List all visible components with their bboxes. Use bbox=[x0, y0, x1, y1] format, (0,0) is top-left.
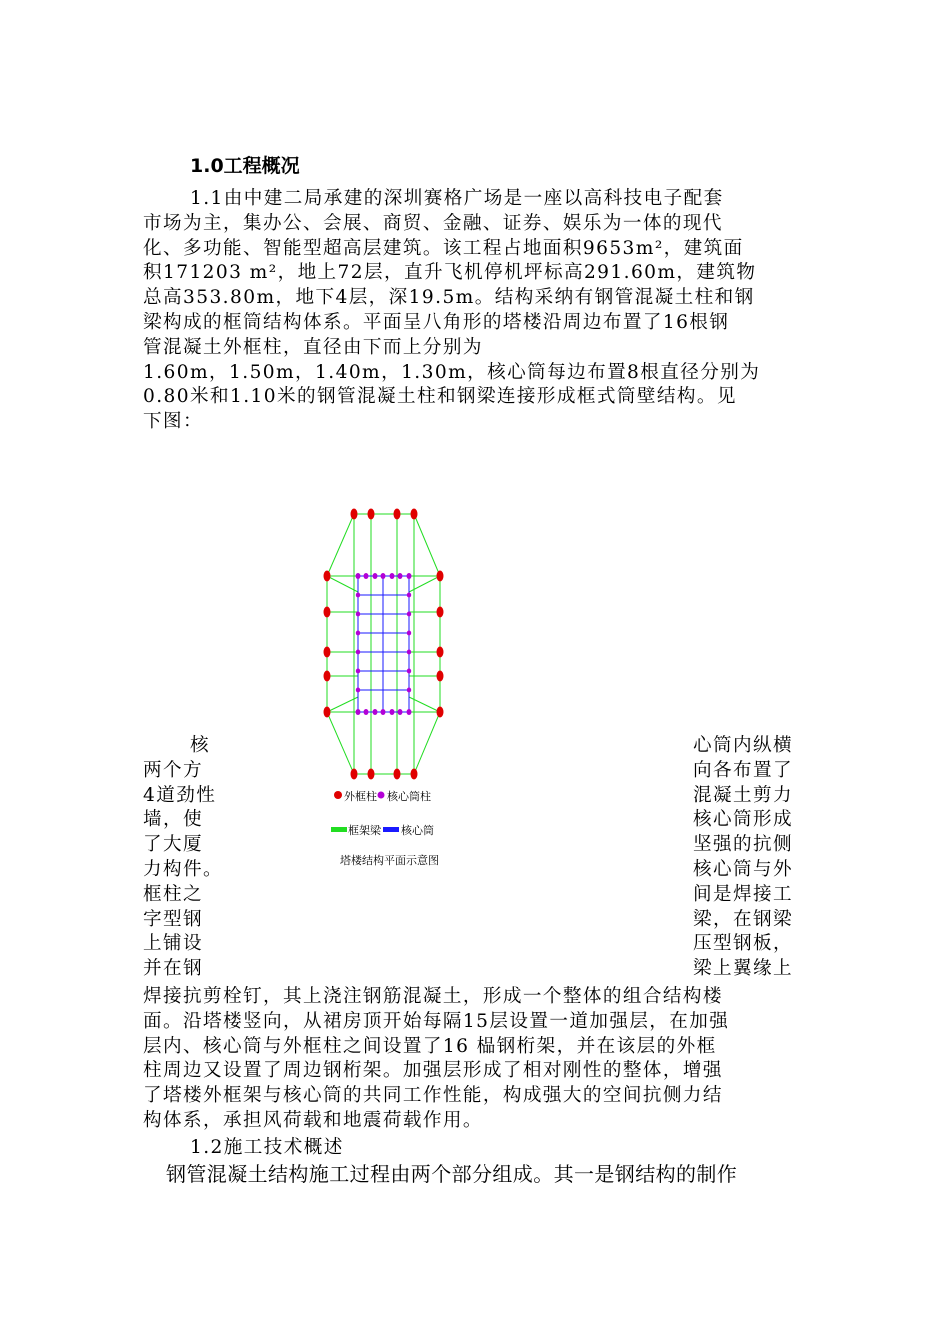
legend-core-tube: 核心筒 bbox=[401, 824, 434, 837]
core-column-legend-icon bbox=[378, 792, 385, 799]
text-line: 1.1由中建二局承建的深圳赛格广场是一座以高科技电子配套 bbox=[190, 188, 724, 209]
text-line: 焊接抗剪栓钉，其上浇注钢筋混凝土，形成一个整体的组合结构楼 bbox=[143, 986, 723, 1007]
wrap-right-line: 核心筒形成 bbox=[693, 809, 793, 831]
outer-column bbox=[351, 509, 358, 520]
wrap-right-line: 向各布置了 bbox=[693, 759, 793, 781]
tower-plan-figure bbox=[318, 502, 458, 882]
core-column bbox=[398, 709, 403, 715]
core-column bbox=[356, 669, 360, 674]
core-column bbox=[407, 669, 411, 674]
text-line: 梁构成的框筒结构体系。平面呈八角形的塔楼沿周边布置了16根钢 bbox=[143, 312, 730, 333]
outer-column bbox=[437, 647, 444, 658]
outer-column bbox=[324, 671, 331, 682]
core-column bbox=[407, 650, 411, 655]
text-line: 构体系，承担风荷载和地震荷载作用。 bbox=[143, 1110, 483, 1131]
core-column bbox=[390, 573, 395, 579]
core-column bbox=[381, 573, 386, 579]
wrap-left-line: 墙，使 bbox=[143, 809, 203, 831]
text-line: 市场为主，集办公、会展、商贸、金融、证券、娱乐为一体的现代 bbox=[143, 212, 723, 234]
core-column bbox=[356, 593, 360, 598]
outer-column bbox=[437, 707, 444, 718]
wrap-left-line: 核 bbox=[190, 735, 210, 756]
core-column bbox=[398, 573, 403, 579]
legend-outer-column: 外框柱 bbox=[344, 790, 377, 803]
outer-column bbox=[368, 509, 375, 520]
section-heading: 1.0工程概况 bbox=[190, 155, 300, 177]
text-line: 柱周边又设置了周边钢桁架。加强层形成了相对刚性的整体，增强 bbox=[143, 1060, 723, 1082]
text-line: 面。沿塔楼竖向，从裙房顶开始每隔15层设置一道加强层，在加强 bbox=[143, 1010, 730, 1032]
wrap-right-line: 坚强的抗侧 bbox=[693, 834, 793, 856]
figure-caption: 塔楼结构平面示意图 bbox=[340, 854, 439, 867]
outer-column bbox=[411, 509, 418, 520]
perimeter-beam bbox=[327, 712, 354, 774]
core-column bbox=[407, 612, 411, 617]
outer-column bbox=[368, 769, 375, 780]
text-line: 1.60m，1.50m，1.40m，1.30m，核心筒每边布置8根直径分别为 bbox=[143, 361, 761, 383]
legend-frame-beam: 框架梁 bbox=[348, 824, 381, 837]
wrap-right-line: 梁，在钢梁 bbox=[693, 908, 793, 930]
core-column bbox=[356, 688, 360, 693]
wrap-left-line: 两个方 bbox=[143, 759, 203, 781]
frame-beam bbox=[327, 697, 358, 712]
outer-column-legend-icon bbox=[334, 791, 342, 799]
wrap-left-line: 字型钢 bbox=[143, 908, 203, 930]
core-column bbox=[407, 593, 411, 598]
core-tube bbox=[358, 576, 409, 712]
outer-column bbox=[351, 769, 358, 780]
subsection-heading: 1.2施工技术概述 bbox=[190, 1137, 344, 1158]
core-column bbox=[356, 612, 360, 617]
outer-column bbox=[324, 607, 331, 618]
wrap-left-line: 框柱之 bbox=[143, 883, 203, 905]
text-line: 化、多功能、智能型超高层建筑。该工程占地面积9653m²，建筑面 bbox=[143, 237, 744, 259]
core-tube-legend-icon bbox=[383, 827, 399, 832]
wrap-right-line: 压型钢板， bbox=[693, 933, 793, 955]
text-line: 了塔楼外框架与核心筒的共同工作性能，构成强大的空间抗侧力结 bbox=[143, 1085, 723, 1107]
wrap-right-line: 梁上翼缘上 bbox=[693, 958, 793, 980]
core-column bbox=[381, 709, 386, 715]
core-column bbox=[407, 631, 411, 636]
wrap-left-line: 力构件。 bbox=[143, 859, 223, 880]
text-line: 管混凝土外框柱，直径由下而上分别为 bbox=[143, 336, 483, 358]
outer-column bbox=[394, 769, 401, 780]
frame-beam-legend-icon bbox=[331, 827, 347, 832]
wrap-left-line: 了大厦 bbox=[143, 834, 203, 856]
outer-column bbox=[437, 571, 444, 582]
core-column bbox=[356, 573, 361, 579]
core-column bbox=[373, 709, 378, 715]
figure-legend bbox=[331, 789, 439, 867]
core-column bbox=[364, 573, 369, 579]
perimeter-beam bbox=[414, 712, 440, 774]
core-column bbox=[407, 709, 412, 715]
outer-column bbox=[324, 707, 331, 718]
wrap-right-line: 核心筒与外 bbox=[693, 859, 793, 880]
core-column bbox=[356, 709, 361, 715]
core-column bbox=[356, 631, 360, 636]
text-line: 层内、核心筒与外框柱之间设置了16 榀钢桁架，并在该层的外框 bbox=[143, 1035, 717, 1057]
core-column bbox=[364, 709, 369, 715]
text-line: 下图： bbox=[143, 411, 203, 433]
wrap-right-line: 间是焊接工 bbox=[693, 883, 793, 905]
outer-column bbox=[394, 509, 401, 520]
outer-column bbox=[324, 571, 331, 582]
outer-column bbox=[437, 607, 444, 618]
core-column bbox=[390, 709, 395, 715]
legend-core-column: 核心筒柱 bbox=[387, 790, 431, 803]
frame-beam bbox=[327, 576, 358, 592]
outer-column bbox=[324, 647, 331, 658]
core-column bbox=[407, 688, 411, 693]
wrap-left-line: 并在钢 bbox=[143, 958, 203, 980]
text-line: 0.80米和1.10米的钢管混凝土柱和钢梁连接形成框式筒壁结构。见 bbox=[143, 386, 737, 408]
wrap-left-line: 上铺设 bbox=[143, 933, 203, 955]
text-line: 总高353.80m，地下4层，深19.5m。结构采纳有钢管混凝土柱和钢 bbox=[143, 287, 755, 309]
perimeter-beam bbox=[414, 514, 440, 576]
wrap-right-line: 混凝土剪力 bbox=[693, 784, 793, 806]
wrap-left-line: 4道劲性 bbox=[143, 784, 217, 806]
core-column bbox=[373, 573, 378, 579]
core-column bbox=[356, 650, 360, 655]
wrap-right-line: 心筒内纵横 bbox=[693, 735, 793, 756]
body-text-line: 钢管混凝土结构施工过程由两个部分组成。其一是钢结构的制作 bbox=[166, 1162, 738, 1186]
perimeter-beam bbox=[327, 514, 354, 576]
core-column bbox=[407, 573, 412, 579]
text-line: 积171203 m²，地上72层，直升飞机停机坪标高291.60m，建筑物 bbox=[143, 262, 757, 284]
outer-column bbox=[437, 671, 444, 682]
outer-column bbox=[411, 769, 418, 780]
